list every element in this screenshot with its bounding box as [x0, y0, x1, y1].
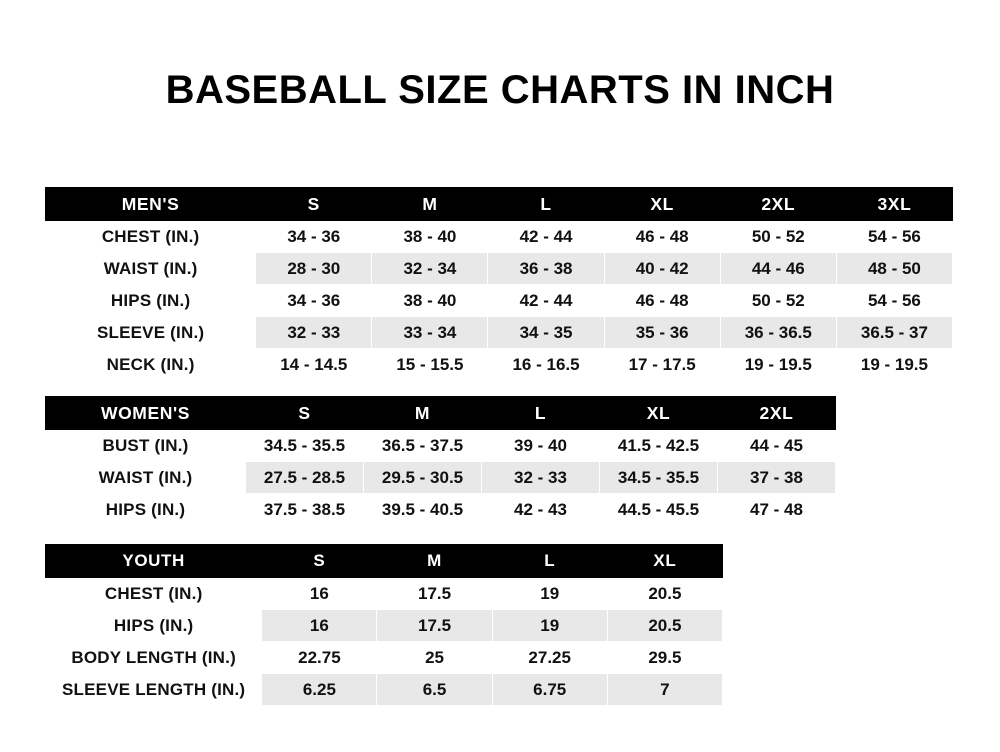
table-cell: 54 - 56 [836, 285, 952, 317]
page-title: BASEBALL SIZE CHARTS IN INCH [165, 68, 835, 112]
table-row [46, 253, 953, 285]
table-cell: 25 [377, 642, 492, 674]
table-cell: 44.5 - 45.5 [600, 494, 718, 526]
table-cell: 17.5 [377, 610, 492, 642]
table-cell: 14 - 14.5 [256, 349, 372, 381]
table-cell: 6.25 [262, 674, 377, 706]
column-header: L [492, 545, 607, 578]
table-row [46, 674, 723, 706]
table-cell: 34 - 36 [256, 285, 372, 317]
table-cell: 34 - 36 [256, 221, 372, 253]
table-cell: 38 - 40 [372, 285, 488, 317]
table-cell: 19 - 19.5 [720, 349, 836, 381]
row-label: WAIST (IN.) [46, 253, 256, 285]
table-cell: 42 - 44 [488, 221, 604, 253]
table-cell: 34.5 - 35.5 [246, 430, 364, 462]
table-cell: 16 [262, 610, 377, 642]
table-cell: 6.75 [492, 674, 607, 706]
table-cell: 34 - 35 [488, 317, 604, 349]
column-header: XL [600, 397, 718, 430]
table-cell: 42 - 44 [488, 285, 604, 317]
row-label: HIPS (IN.) [46, 494, 246, 526]
table-cell: 19 [492, 578, 607, 610]
mens-size-chart [45, 187, 953, 381]
row-label: BUST (IN.) [46, 430, 246, 462]
table-cell: 42 - 43 [482, 494, 600, 526]
table-cell: 6.5 [377, 674, 492, 706]
column-header: M [364, 397, 482, 430]
table-cell: 15 - 15.5 [372, 349, 488, 381]
column-header: XL [604, 188, 720, 221]
table-row [46, 285, 953, 317]
table-cell: 16 [262, 578, 377, 610]
column-header: S [262, 545, 377, 578]
table-row [46, 317, 953, 349]
table-cell: 39.5 - 40.5 [364, 494, 482, 526]
table-cell: 50 - 52 [720, 285, 836, 317]
row-label: HIPS (IN.) [46, 285, 256, 317]
row-label: SLEEVE LENGTH (IN.) [46, 674, 262, 706]
table-cell: 33 - 34 [372, 317, 488, 349]
column-header: L [482, 397, 600, 430]
table-cell: 46 - 48 [604, 285, 720, 317]
column-header: S [256, 188, 372, 221]
table-cell: 44 - 45 [718, 430, 836, 462]
table-cell: 29.5 [607, 642, 722, 674]
table-row [46, 494, 836, 526]
table-cell: 54 - 56 [836, 221, 952, 253]
table-cell: 17.5 [377, 578, 492, 610]
table-cell: 20.5 [607, 578, 722, 610]
table-cell: 17 - 17.5 [604, 349, 720, 381]
table-row [46, 430, 836, 462]
table-cell: 34.5 - 35.5 [600, 462, 718, 494]
row-label: NECK (IN.) [46, 349, 256, 381]
table-cell: 20.5 [607, 610, 722, 642]
column-header: MEN'S [46, 188, 256, 221]
table-cell: 41.5 - 42.5 [600, 430, 718, 462]
column-header: 3XL [836, 188, 952, 221]
table-cell: 37.5 - 38.5 [246, 494, 364, 526]
table-row [46, 578, 723, 610]
table-cell: 35 - 36 [604, 317, 720, 349]
table-cell: 32 - 33 [482, 462, 600, 494]
column-header: L [488, 188, 604, 221]
column-header: 2XL [720, 188, 836, 221]
table-cell: 36 - 36.5 [720, 317, 836, 349]
table-row [46, 462, 836, 494]
table-cell: 50 - 52 [720, 221, 836, 253]
table-cell: 16 - 16.5 [488, 349, 604, 381]
table-cell: 38 - 40 [372, 221, 488, 253]
row-label: CHEST (IN.) [46, 221, 256, 253]
column-header: M [372, 188, 488, 221]
column-header: 2XL [718, 397, 836, 430]
table-row [46, 610, 723, 642]
row-label: CHEST (IN.) [46, 578, 262, 610]
youth-size-chart [45, 544, 723, 706]
table-header-row [46, 188, 953, 221]
table-cell: 47 - 48 [718, 494, 836, 526]
table-cell: 22.75 [262, 642, 377, 674]
table-cell: 32 - 34 [372, 253, 488, 285]
table-cell: 39 - 40 [482, 430, 600, 462]
table-cell: 36.5 - 37.5 [364, 430, 482, 462]
row-label: BODY LENGTH (IN.) [46, 642, 262, 674]
table-cell: 36 - 38 [488, 253, 604, 285]
table-cell: 29.5 - 30.5 [364, 462, 482, 494]
table-cell: 44 - 46 [720, 253, 836, 285]
table-cell: 7 [607, 674, 722, 706]
table-cell: 46 - 48 [604, 221, 720, 253]
table-cell: 40 - 42 [604, 253, 720, 285]
table-cell: 32 - 33 [256, 317, 372, 349]
column-header: WOMEN'S [46, 397, 246, 430]
row-label: SLEEVE (IN.) [46, 317, 256, 349]
womens-size-chart [45, 396, 836, 526]
row-label: WAIST (IN.) [46, 462, 246, 494]
row-label: HIPS (IN.) [46, 610, 262, 642]
table-header-row [46, 397, 836, 430]
table-row [46, 221, 953, 253]
table-cell: 27.5 - 28.5 [246, 462, 364, 494]
table-cell: 37 - 38 [718, 462, 836, 494]
column-header: M [377, 545, 492, 578]
table-cell: 36.5 - 37 [836, 317, 952, 349]
column-header: S [246, 397, 364, 430]
table-header-row [46, 545, 723, 578]
table-row [46, 349, 953, 381]
table-cell: 27.25 [492, 642, 607, 674]
table-cell: 19 [492, 610, 607, 642]
table-row [46, 642, 723, 674]
table-cell: 19 - 19.5 [836, 349, 952, 381]
column-header: YOUTH [46, 545, 262, 578]
table-cell: 28 - 30 [256, 253, 372, 285]
column-header: XL [607, 545, 722, 578]
table-cell: 48 - 50 [836, 253, 952, 285]
